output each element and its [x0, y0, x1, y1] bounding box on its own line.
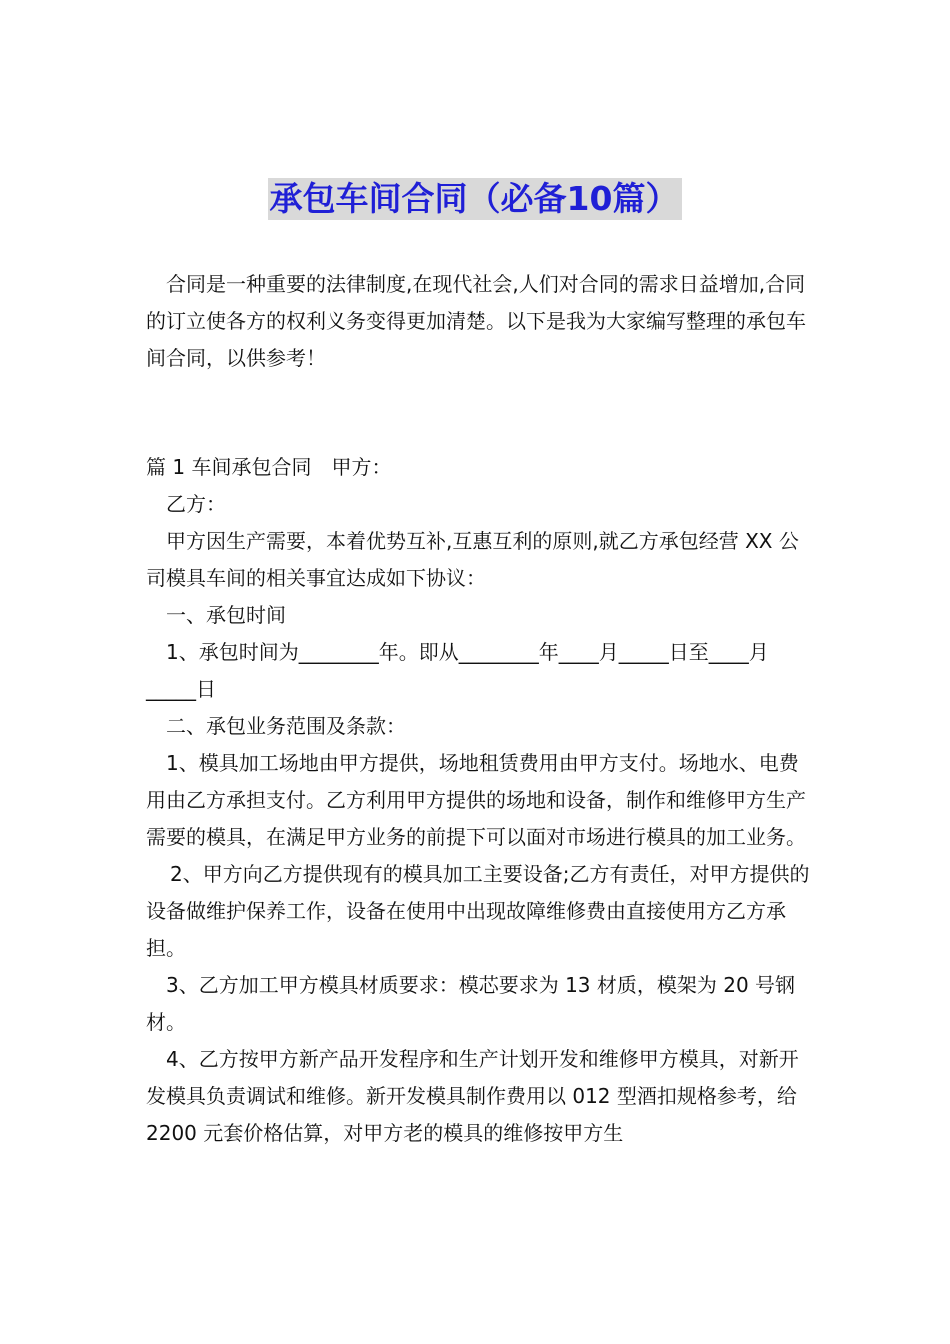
contract-body	[146, 449, 816, 1152]
clause-heading-scope: 二、承包业务范围及条款：	[166, 714, 406, 738]
party-b-line: 乙方：	[166, 492, 226, 516]
clause-scope-2: 2、甲方向乙方提供现有的模具加工主要设备;乙方有责任，对甲方提供的设备做维护保养工作，设备在使用中出现故障维修费由直接使用方乙方承担。	[146, 862, 810, 960]
clause-scope-4: 4、乙方按甲方新产品开发程序和生产计划开发和维修甲方模具，对新开发模具负责调试和维修。新开发模具制作费用以 012 型酒扣规格参考，给 2200 元套价格估算，对甲方老的模具的维修按甲方生	[146, 1047, 799, 1145]
intro-paragraph: 合同是一种重要的法律制度,在现代社会,人们对合同的需求日益增加,合同的订立使各方的权利义务变得更加清楚。以下是我为大家编写整理的承包车间合同，以供参考！	[146, 272, 806, 370]
document-title: 承包车间合同（必备10篇）	[268, 178, 683, 220]
clause-term-detail: 1、承包时间为________年。即从________年____月_____日至____月_____日	[146, 640, 769, 701]
clause-heading-term: 一、承包时间	[166, 603, 286, 627]
clause-scope-3: 3、乙方加工甲方模具材质要求：模芯要求为 13 材质，模架为 20 号钢材。	[146, 973, 796, 1034]
clause-scope-1: 1、模具加工场地由甲方提供，场地租赁费用由甲方支付。场地水、电费用由乙方承担支付。乙方利用甲方提供的场地和设备，制作和维修甲方生产需要的模具，在满足甲方业务的前提下可以面对市场进行模具的加工业务。	[146, 751, 806, 849]
title-container	[0, 178, 950, 220]
preamble-paragraph: 甲方因生产需要，本着优势互补,互惠互利的原则,就乙方承包经营 XX 公司模具车间的相关事宜达成如下协议：	[146, 529, 799, 590]
section-heading-paragraph: 篇 1 车间承包合同 甲方：	[146, 455, 392, 479]
intro-section	[146, 266, 816, 377]
